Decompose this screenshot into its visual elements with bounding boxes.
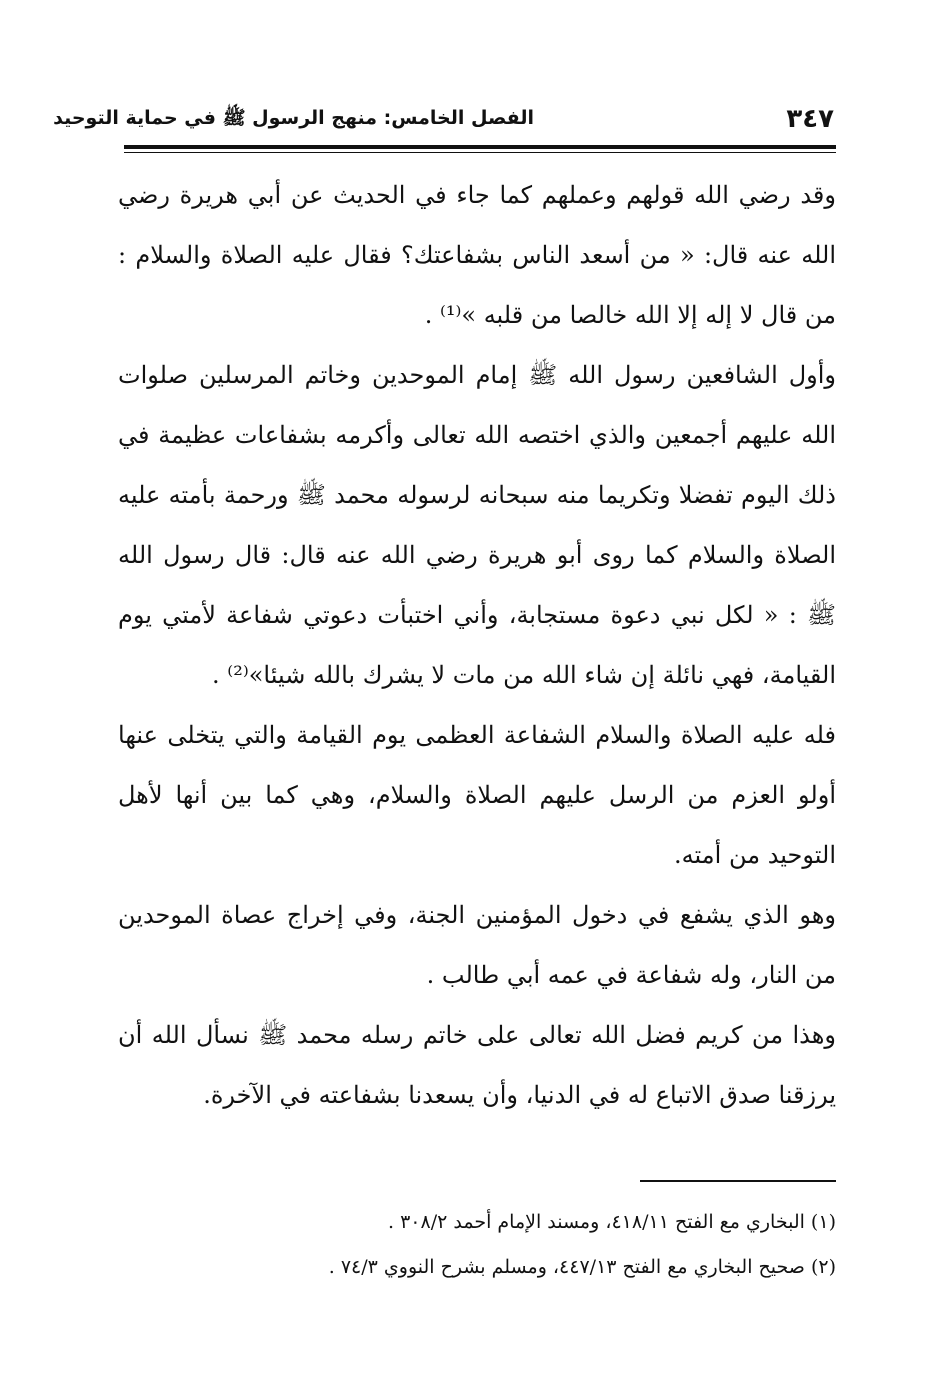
header-rule-thick	[124, 145, 836, 149]
footnotes	[200, 1200, 836, 1290]
footnote-separator	[640, 1180, 836, 1182]
footnote-2: (٢) صحيح البخاري مع الفتح ٤٤٧/١٣، ومسلم بشرح النووي ٧٤/٣ .	[328, 1256, 836, 1278]
paragraph-3: فله عليه الصلاة والسلام الشفاعة العظمى يوم القيامة والتي يتخلى عنها أولو العزم من الرسل عليهم الصلاة والسلام، وهي كما بين أنها لأهل التوحيد من أمته.	[118, 721, 836, 869]
paragraph-5: وهذا من كريم فضل الله تعالى على خاتم رسله محمد ﷺ نسأل الله أن يرزقنا صدق الاتباع له في الدنيا، وأن يسعدنا بشفاعته في الآخرة.	[118, 1021, 836, 1109]
footnote-1: (١) البخاري مع الفتح ٤١٨/١١، ومسند الإمام أحمد ٣٠٨/٢ .	[388, 1211, 836, 1233]
chapter-title: الفصل الخامس: منهج الرسول ﷺ في حماية التوحيد	[53, 107, 534, 129]
paragraph-4: وهو الذي يشفع في دخول المؤمنين الجنة، وفي إخراج عصاة الموحدين من النار، وله شفاعة في عمه أبي طالب .	[118, 901, 836, 989]
body-text	[118, 165, 836, 1125]
paragraph-2: وأول الشافعين رسول الله ﷺ إمام الموحدين وخاتم المرسلين صلوات الله عليهم أجمعين والذي اختصه الله تعالى وأكرمه بشفاعات عظيمة في ذلك اليوم تفضلا وتكريما منه سبحانه لرسوله محمد ﷺ ورحمة بأمته عليه الصلاة والسلام كما روى أبو هريرة رضي الله عنه قال: قال رسول الله ﷺ : « لكل نبي دعوة مستجابة، وأني اختبأت دعوتي شفاعة لأمتي يوم القيامة، فهي نائلة إن شاء الله من مات لا يشرك بالله شيئا»⁽²⁾ .	[118, 361, 836, 689]
paragraph-1: وقد رضي الله قولهم وعملهم كما جاء في الحديث عن أبي هريرة رضي الله عنه قال: « من أسعد الناس بشفاعتك؟ فقال عليه الصلاة والسلام : من قال لا إله إلا الله خالصا من قلبه »⁽¹⁾ .	[118, 181, 836, 329]
header-rule-thin	[124, 152, 836, 153]
running-header	[53, 104, 834, 140]
page-number: ٣٤٧	[786, 104, 834, 134]
